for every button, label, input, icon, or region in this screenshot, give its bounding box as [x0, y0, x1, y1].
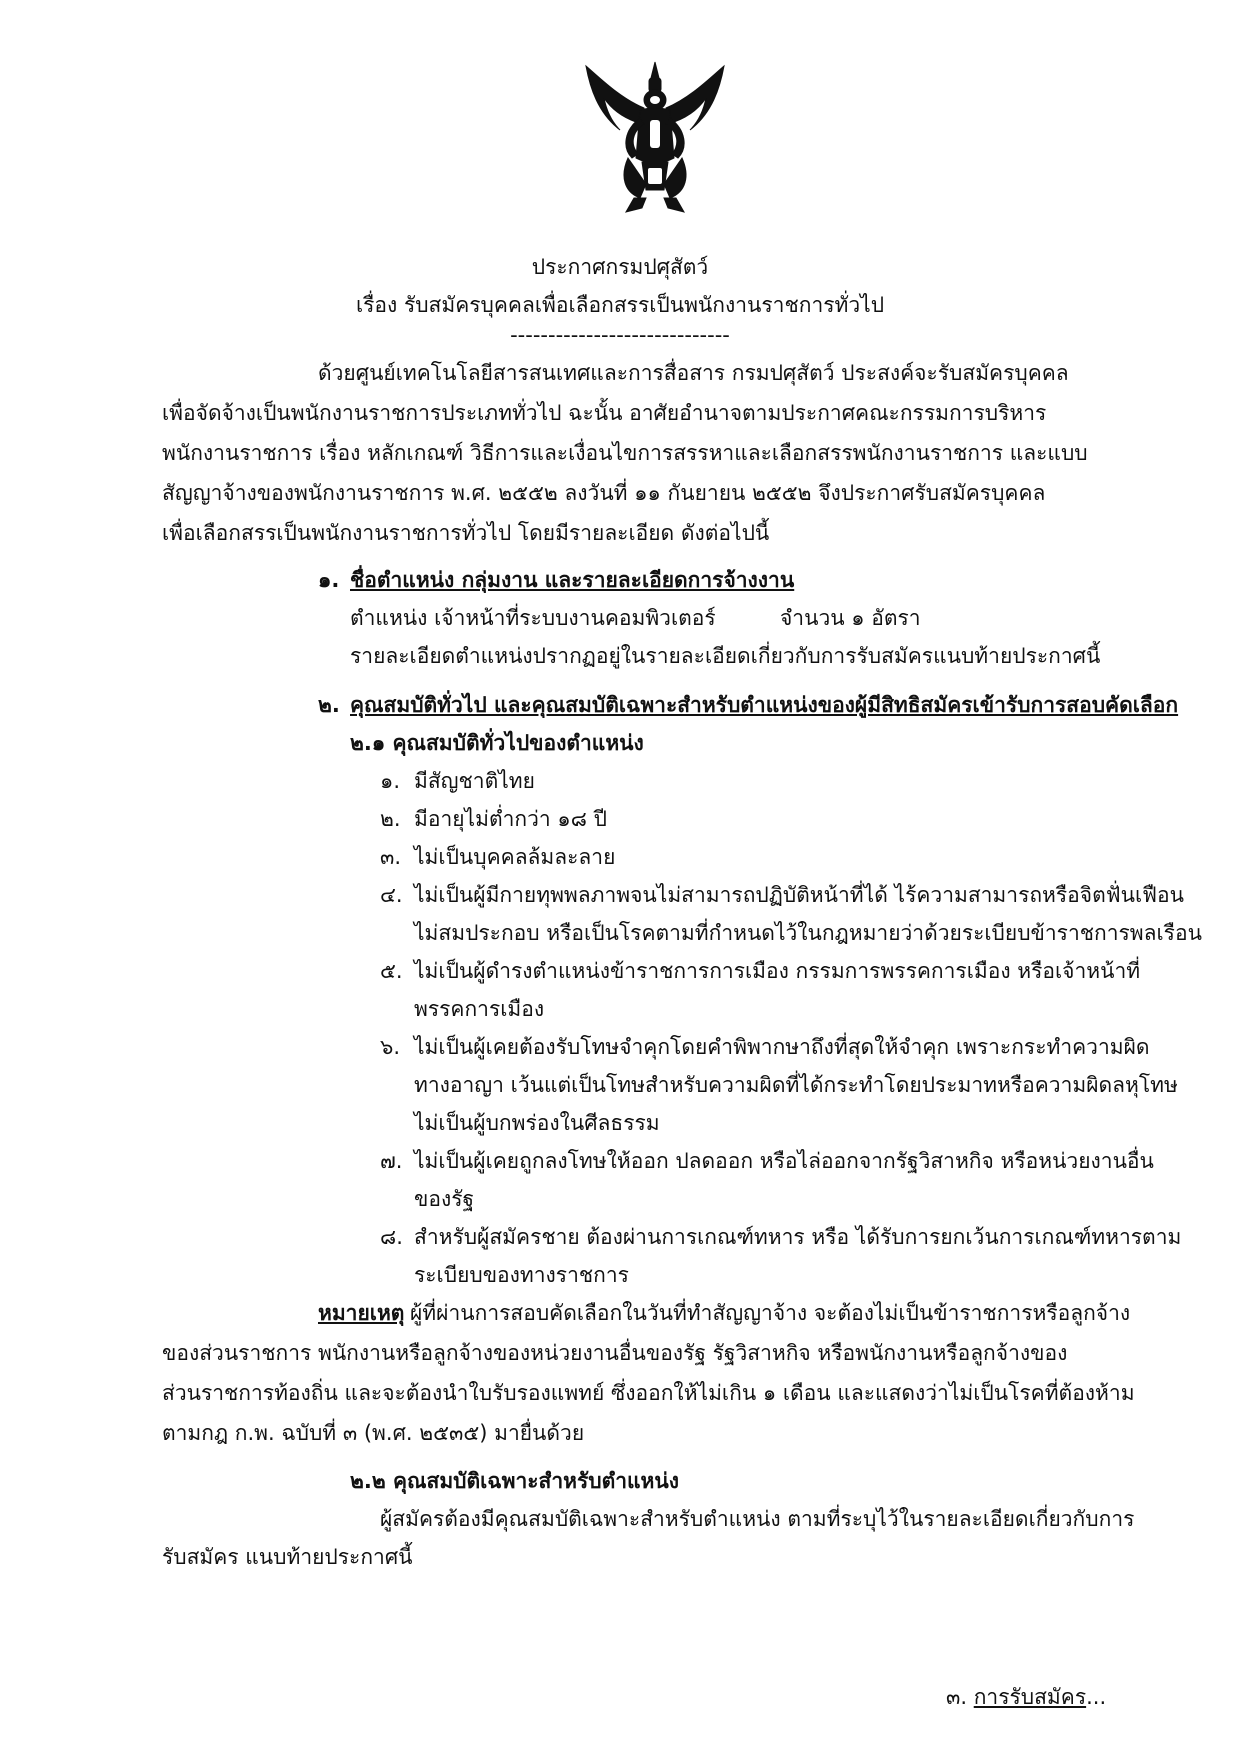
section1-position: ตำแหน่ง เจ้าหน้าที่ระบบงานคอมพิวเตอร์: [350, 606, 716, 630]
item-number: ๕.: [380, 959, 403, 983]
item-number: ๖.: [380, 1035, 401, 1059]
sub2-line-1: ผู้สมัครต้องมีคุณสมบัติเฉพาะสำหรับตำแหน่ง ตามที่ระบุไว้ในรายละเอียดเกี่ยวกับการ: [380, 1507, 1135, 1531]
item-number: ๔.: [380, 883, 403, 907]
intro-line-4: สัญญาจ้างของพนักงานราชการ พ.ศ. ๒๕๕๒ ลงวันที่ ๑๑ กันยายน ๒๕๕๒ จึงประกาศรับสมัครบุคคล: [162, 481, 1046, 505]
section1-count: จำนวน ๑ อัตรา: [780, 606, 921, 630]
item-text: ทางอาญา เว้นแต่เป็นโทษสำหรับความผิดที่ได้กระทำโดยประมาทหรือความผิดลหุโทษ: [414, 1073, 1178, 1097]
section2-sub2-heading: ๒.๒ คุณสมบัติเฉพาะสำหรับตำแหน่ง: [350, 1469, 680, 1493]
note-line-4: ตามกฎ ก.พ. ฉบับที่ ๓ (พ.ศ. ๒๕๓๕) มายื่นด้วย: [162, 1421, 585, 1445]
item-number: ๘.: [380, 1225, 403, 1249]
item-text: ไม่เป็นผู้เคยถูกลงโทษให้ออก ปลดออก หรือไล่ออกจากรัฐวิสาหกิจ หรือหน่วยงานอื่น: [414, 1149, 1154, 1173]
footer-continuation: [946, 1682, 1106, 1712]
item-number: ๑.: [380, 769, 401, 793]
section1-heading: ชื่อตำแหน่ง กลุ่มงาน และรายละเอียดการจ้างงาน: [350, 568, 795, 592]
document-subject: เรื่อง รับสมัครบุคคลเพื่อเลือกสรรเป็นพนักงานราชการทั่วไป: [355, 293, 885, 317]
footer-ellipsis: ...: [1086, 1685, 1107, 1709]
intro-line-1: ด้วยศูนย์เทคโนโลยีสารสนเทศและการสื่อสาร กรมปศุสัตว์ ประสงค์จะรับสมัครบุคคล: [318, 361, 1069, 385]
intro-line-2: เพื่อจัดจ้างเป็นพนักงานราชการประเภททั่วไป ฉะนั้น อาศัยอำนาจตามประกาศคณะกรรมการบริหาร: [162, 401, 1047, 425]
footer-number: ๓.: [946, 1685, 968, 1709]
item-text: ระเบียบของทางราชการ: [414, 1263, 629, 1287]
sub2-line-2: รับสมัคร แนบท้ายประกาศนี้: [162, 1545, 413, 1569]
item-number: ๗.: [380, 1149, 403, 1173]
document-title: ประกาศกรมปศุสัตว์: [531, 255, 709, 279]
note-line-2: ของส่วนราชการ พนักงานหรือลูกจ้างของหน่วยงานอื่นของรัฐ รัฐวิสาหกิจ หรือพนักงานหรือลูกจ้างของ: [162, 1341, 1068, 1365]
item-text: ไม่เป็นผู้ดำรงตำแหน่งข้าราชการการเมือง กรรมการพรรคการเมือง หรือเจ้าหน้าที่: [414, 959, 1141, 983]
note-line-3: ส่วนราชการท้องถิ่น และจะต้องนำใบรับรองแพทย์ ซึ่งออกให้ไม่เกิน ๑ เดือน และแสดงว่าไม่เป็นโรคที่ต้องห้าม: [162, 1381, 1135, 1405]
item-text: พรรคการเมือง: [414, 997, 545, 1021]
item-number: ๓.: [380, 845, 402, 869]
intro-line-3: พนักงานราชการ เรื่อง หลักเกณฑ์ วิธีการและเงื่อนไขการสรรหาและเลือกสรรพนักงานราชการ และแบบ: [162, 441, 1088, 465]
item-text: มีอายุไม่ต่ำกว่า ๑๘ ปี: [414, 807, 607, 831]
footer-next-section: การรับสมัคร: [973, 1685, 1087, 1709]
garuda-emblem-icon: [580, 58, 730, 218]
item-text: สำหรับผู้สมัครชาย ต้องผ่านการเกณฑ์ทหาร หรือ ได้รับการยกเว้นการเกณฑ์ทหารตาม: [414, 1225, 1182, 1249]
section2-number: ๒.: [318, 693, 340, 717]
section1-number: ๑.: [318, 568, 340, 592]
item-text: ไม่เป็นผู้เคยต้องรับโทษจำคุกโดยคำพิพากษาถึงที่สุดให้จำคุก เพราะกระทำความผิด: [414, 1035, 1150, 1059]
item-text: ของรัฐ: [414, 1187, 475, 1211]
item-text: ไม่สมประกอบ หรือเป็นโรคตามที่กำหนดไว้ในกฎหมายว่าด้วยระเบียบข้าราชการพลเรือน: [414, 921, 1202, 945]
item-text: ไม่เป็นผู้บกพร่องในศีลธรรม: [414, 1111, 660, 1135]
item-text: ไม่เป็นบุคคลล้มละลาย: [414, 845, 616, 869]
note-label: หมายเหตุ: [318, 1301, 405, 1325]
item-text: ไม่เป็นผู้มีกายทุพพลภาพจนไม่สามารถปฏิบัติหน้าที่ได้ ไร้ความสามารถหรือจิตฟั่นเฟือน: [414, 883, 1184, 907]
intro-line-5: เพื่อเลือกสรรเป็นพนักงานราชการทั่วไป โดยมีรายละเอียด ดังต่อไปนี้: [162, 521, 770, 545]
section1-details: รายละเอียดตำแหน่งปรากฏอยู่ในรายละเอียดเกี่ยวกับการรับสมัครแนบท้ายประกาศนี้: [350, 644, 1101, 668]
section2-heading: คุณสมบัติทั่วไป และคุณสมบัติเฉพาะสำหรับตำแหน่งของผู้มีสิทธิสมัครเข้ารับการสอบคัดเลือก: [350, 693, 1179, 717]
header-divider: -----------------------------: [510, 323, 730, 347]
section2-sub1-heading: ๒.๑ คุณสมบัติทั่วไปของตำแหน่ง: [350, 731, 644, 755]
note-line-1: ผู้ที่ผ่านการสอบคัดเลือกในวันที่ทำสัญญาจ้าง จะต้องไม่เป็นข้าราชการหรือลูกจ้าง: [410, 1301, 1131, 1325]
item-number: ๒.: [380, 807, 401, 831]
item-text: มีสัญชาติไทย: [414, 769, 535, 793]
